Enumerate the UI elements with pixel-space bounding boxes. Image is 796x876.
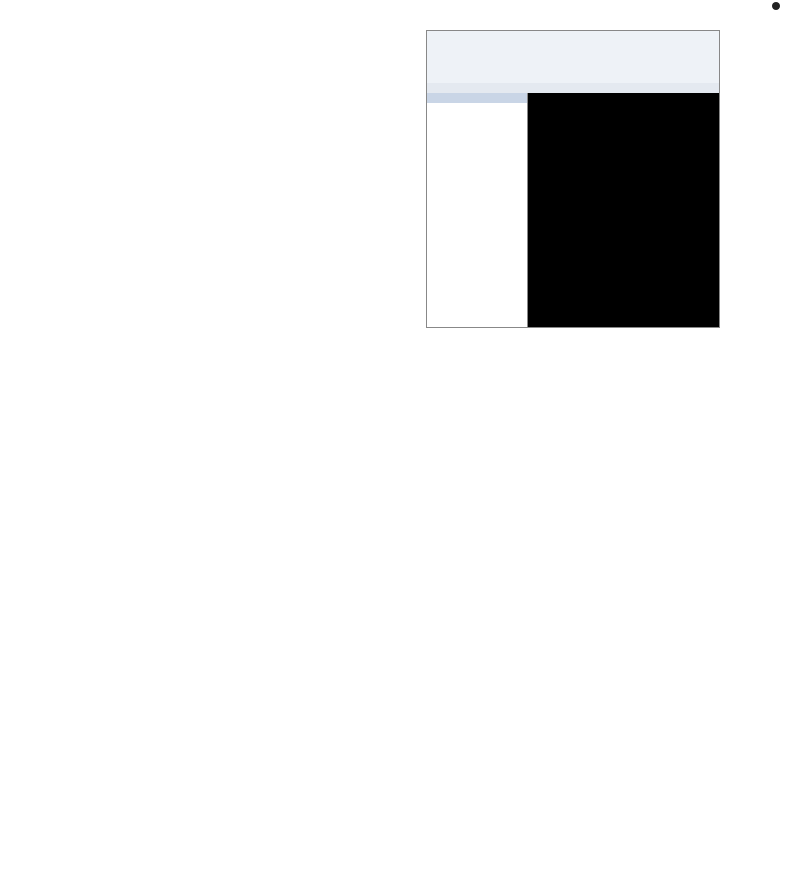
gear-icon	[772, 2, 780, 10]
tree	[427, 103, 527, 109]
model-view	[528, 93, 719, 327]
right-column	[414, 22, 721, 328]
panel-title	[427, 93, 527, 103]
toolbar	[427, 31, 719, 84]
floor-diagram	[528, 93, 718, 327]
page-header	[768, 2, 784, 10]
side-panel	[427, 93, 528, 327]
figure-1	[426, 30, 720, 328]
